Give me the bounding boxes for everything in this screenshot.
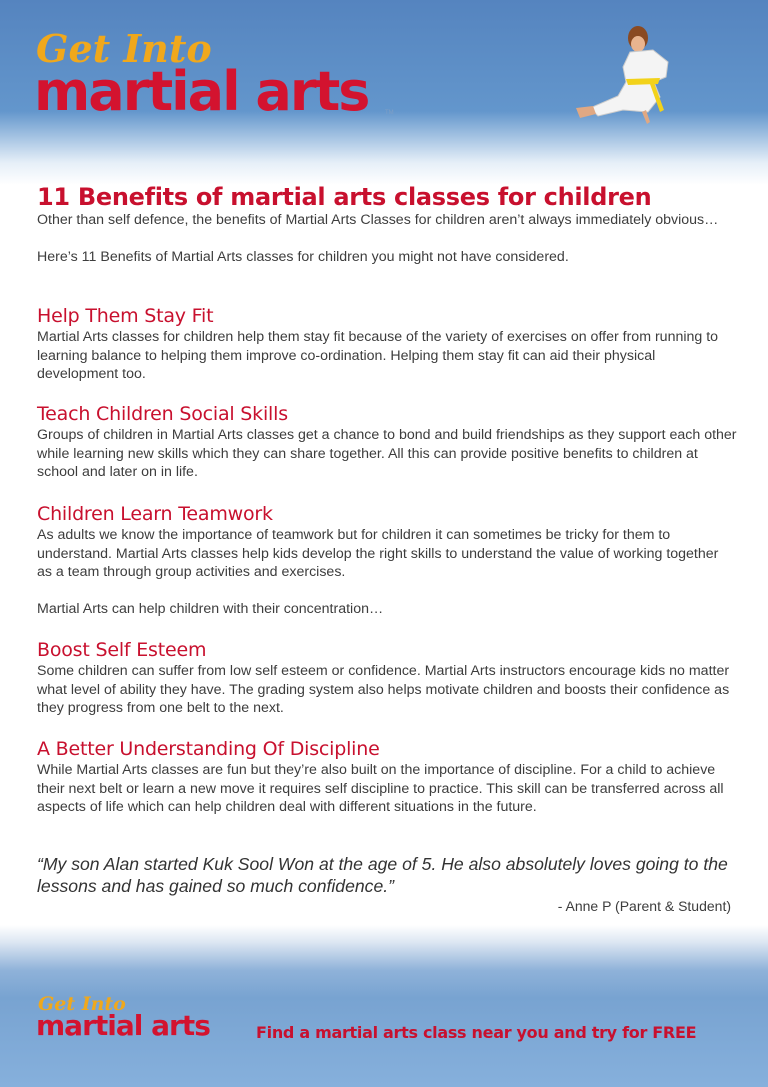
section-heading: Boost Self Esteem	[37, 639, 207, 661]
section-text: As adults we know the importance of teamwork but for children it can sometimes be tricky for them to understand. Martial Arts classes help kids develop the right skills to understand the value of working together as a team through group activities and exercises.	[37, 527, 719, 580]
section-heading: Help Them Stay Fit	[37, 305, 214, 327]
section-extra-text: Martial Arts can help children with their concentration…	[37, 601, 384, 617]
section-text: Martial Arts classes for children help them stay fit because of the variety of exercises on offer from running to learning balance to helping them improve co-ordination. Helping them stay fit can aid their physical development too.	[37, 329, 719, 382]
testimonial-quote	[37, 853, 737, 897]
section-text: While Martial Arts classes are fun but they’re also built on the importance of discipline. For a child to achieve their next belt or learn a new move it requires self discipline to practice. This skill can be transferred across all aspects of life which can help children deal with different situations in the future.	[37, 762, 724, 815]
logo-get-into: Get Into	[36, 26, 212, 71]
logo-martial-arts: martial arts	[34, 60, 369, 123]
quote-attribution: - Anne P (Parent & Student)	[557, 898, 731, 914]
intro-paragraph-2: Here’s 11 Benefits of Martial Arts classes for children you might not have considered.	[37, 249, 569, 265]
page-title: 11 Benefits of martial arts classes for children	[37, 183, 652, 211]
footer-call-to-action: Find a martial arts class near you and try for FREE	[256, 1023, 697, 1042]
section-teamwork	[37, 502, 737, 619]
intro-paragraph: Other than self defence, the benefits of Martial Arts Classes for children aren’t always immediately obvious…	[37, 212, 719, 228]
footer-logo-martial-arts: martial arts	[36, 1009, 210, 1042]
section-heading: A Better Understanding Of Discipline	[37, 738, 380, 760]
quote-text: “My son Alan started Kuk Sool Won at the age of 5. He also absolutely loves going to the lessons and has gained so much confidence.”	[37, 854, 728, 896]
section-discipline	[37, 737, 737, 817]
trademark: TM	[385, 110, 394, 116]
section-self-esteem	[37, 638, 737, 718]
section-heading: Children Learn Teamwork	[37, 503, 273, 525]
section-text: Groups of children in Martial Arts classes get a chance to bond and build friendships as they support each other while learning new skills which they can share together. All this can provide positive benefits to children at school and later on in life.	[37, 427, 737, 480]
section-stay-fit	[37, 304, 737, 384]
section-text: Some children can suffer from low self esteem or confidence. Martial Arts instructors encourage kids no matter what level of ability they have. The grading system also helps motivate children and boosts their confidence as they progress from one belt to the next.	[37, 663, 730, 716]
section-social-skills	[37, 402, 737, 482]
karate-kid-image	[568, 22, 693, 132]
footer-logo-get-into: Get Into	[38, 993, 126, 1015]
document-title-block	[37, 183, 737, 267]
section-heading: Teach Children Social Skills	[37, 403, 288, 425]
